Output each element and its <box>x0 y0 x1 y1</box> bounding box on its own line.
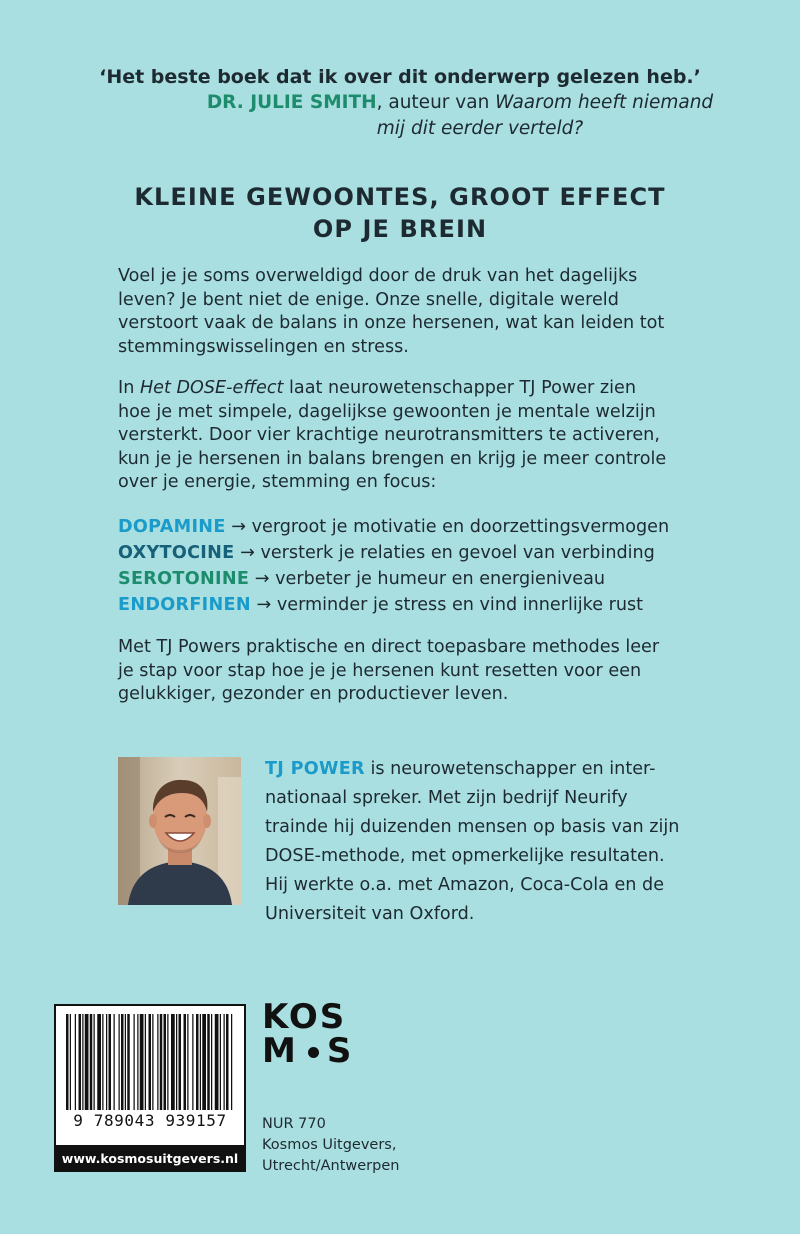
list-item <box>118 540 718 566</box>
heading-line-1: KLEINE GEWOONTES, GROOT EFFECT <box>134 183 666 211</box>
bio-line: Universiteit van Oxford. <box>265 904 475 924</box>
quote-text: ‘Het beste boek dat ik over dit onderwerp gelezen heb.’ <box>99 66 701 88</box>
barcode-bar <box>97 1014 101 1110</box>
paragraph-line: Met TJ Powers praktische en direct toepasbare methodes leer <box>118 637 660 657</box>
barcode-bar <box>94 1014 95 1110</box>
paragraph-line: versterkt. Door vier krachtige neurotransmitters te activeren, <box>118 425 660 446</box>
barcode-bar <box>202 1014 206 1110</box>
barcode-bar <box>184 1014 187 1110</box>
barcode-bar <box>137 1014 138 1110</box>
barcode-bar <box>215 1014 219 1110</box>
barcode-bar <box>171 1014 175 1110</box>
barcode-bar <box>179 1014 182 1110</box>
logo-row-1: KOS <box>262 997 347 1037</box>
barcode-bar <box>160 1014 163 1110</box>
paragraph-line: over je energie, stemming en focus: <box>118 472 437 493</box>
bio-line <box>265 755 705 784</box>
neurotransmitter-name: OXYTOCINE <box>118 543 235 563</box>
isbn-number: 9 789043 939157 <box>73 1111 227 1130</box>
barcode-bar <box>196 1014 199 1110</box>
paragraph-line: Voel je je soms overweldigd door de druk van het dagelijks <box>118 266 638 286</box>
publisher-city: Utrecht/Antwerpen <box>262 1158 400 1174</box>
arrow-icon: → <box>234 543 261 563</box>
barcode-bar <box>226 1014 229 1110</box>
barcode-bar <box>66 1014 69 1110</box>
arrow-icon: → <box>225 517 252 537</box>
intro-paragraph <box>118 265 698 359</box>
neurotransmitter-name: SEROTONINE <box>118 569 250 589</box>
bio-line: DOSE-methode, met opmerkelijke resultaten. <box>265 846 665 866</box>
closing-paragraph <box>118 636 698 707</box>
barcode-bar <box>224 1014 225 1110</box>
paragraph-line: verstoort vaak de balans in onze hersenen, wat kan leiden tot <box>118 313 665 334</box>
barcode-bar <box>70 1014 71 1110</box>
paragraph-line: stemmingswisselingen en stress. <box>118 336 409 357</box>
barcode-icon <box>64 1014 236 1112</box>
list-item <box>118 566 718 592</box>
barcode-bar <box>192 1014 193 1110</box>
author-name: TJ POWER <box>265 759 365 779</box>
barcode-bar <box>149 1014 152 1110</box>
barcode-bar <box>207 1014 210 1110</box>
list-item <box>118 514 718 540</box>
publisher-website: www.kosmosuitgevers.nl <box>54 1145 246 1172</box>
publisher-name: Kosmos Uitgevers, <box>262 1137 397 1153</box>
barcode-bar <box>140 1014 144 1110</box>
barcode-bar <box>167 1014 168 1110</box>
paragraph-line: je stap voor stap hoe je je hersenen kunt resetten voor een <box>118 660 642 681</box>
paragraph-prefix: In <box>118 378 140 398</box>
paragraph-suffix: laat neurowetenschapper TJ Power zien <box>283 378 636 398</box>
barcode-bar <box>125 1014 126 1110</box>
barcode-bar <box>121 1014 124 1110</box>
barcode-bar <box>200 1014 201 1110</box>
bio-line-suffix: is neurowetenschapper en inter- <box>364 759 656 779</box>
kosmos-logo <box>262 997 362 1072</box>
barcode-bar <box>220 1014 221 1110</box>
barcode-bar <box>127 1014 130 1110</box>
quote-book-title-1: Waarom heeft niemand <box>495 92 714 113</box>
paragraph-line: gelukkiger, gezonder en productiever leven. <box>118 684 509 705</box>
author-portrait-icon <box>118 757 241 905</box>
list-item <box>118 592 718 618</box>
barcode-bar <box>82 1014 83 1110</box>
quote-attribution <box>0 90 800 116</box>
neurotransmitter-effect: versterk je relaties en gevoel van verbinding <box>260 543 655 563</box>
dose-paragraph <box>118 377 698 495</box>
barcode-bar <box>176 1014 177 1110</box>
barcode-bar <box>85 1014 89 1110</box>
barcode-bar <box>145 1014 146 1110</box>
author-bio <box>265 755 705 929</box>
arrow-icon: → <box>249 569 276 589</box>
logo-letter: M <box>262 1031 298 1071</box>
barcode-bar <box>109 1014 112 1110</box>
neurotransmitter-name: ENDORFINEN <box>118 595 251 615</box>
logo-letter: S <box>326 1031 354 1071</box>
barcode-bar <box>164 1014 167 1110</box>
neurotransmitter-effect: vergroot je motivatie en doorzettingsvermogen <box>251 517 670 537</box>
barcode-bar <box>102 1014 103 1110</box>
nur-code: NUR 770 <box>262 1116 326 1132</box>
quote-author-suffix: , auteur van <box>376 92 496 113</box>
barcode-bar <box>114 1014 115 1110</box>
paragraph-line <box>118 377 698 401</box>
quote-author: DR. JULIE SMITH <box>206 92 377 113</box>
barcode-box <box>54 1004 246 1172</box>
main-heading <box>0 181 800 245</box>
paragraph-line: leven? Je bent niet de enige. Onze snelle, digitale wereld <box>118 289 619 310</box>
barcode-bar <box>187 1014 188 1110</box>
author-photo <box>118 757 241 905</box>
barcode-bar <box>119 1014 120 1110</box>
heading-line-2: OP JE BREIN <box>312 215 488 243</box>
barcode-bar <box>134 1014 135 1110</box>
barcode-bar <box>90 1014 93 1110</box>
quote-book-title-2: mij dit eerder verteld? <box>376 118 584 139</box>
quote-attribution-line2 <box>0 116 800 142</box>
publisher-info <box>262 1114 399 1177</box>
bio-line: Hij werkte o.a. met Amazon, Coca-Cola en de <box>265 875 665 895</box>
neurotransmitter-effect: verminder je stress en vind innerlijke rust <box>276 595 644 615</box>
barcode-bar <box>106 1014 107 1110</box>
bio-line: trainde hij duizenden mensen op basis van zijn <box>265 817 680 837</box>
arrow-icon: → <box>250 595 277 615</box>
barcode-bar <box>75 1014 76 1110</box>
barcode-bar <box>152 1014 153 1110</box>
logo-dot-icon <box>308 1047 319 1058</box>
bio-line: nationaal spreker. Met zijn bedrijf Neurify <box>265 788 628 808</box>
neurotransmitter-list <box>118 514 718 618</box>
book-title: Het DOSE-effect <box>139 378 284 398</box>
neurotransmitter-name: DOPAMINE <box>118 517 226 537</box>
barcode-bar <box>79 1014 82 1110</box>
endorsement-quote <box>0 64 800 142</box>
paragraph-line: hoe je met simpele, dagelijkse gewoonten je mentale welzijn <box>118 401 656 422</box>
barcode-bar <box>231 1014 232 1110</box>
neurotransmitter-effect: verbeter je humeur en energieniveau <box>275 569 606 589</box>
paragraph-line: kun je je hersenen in balans brengen en krijg je meer controle <box>118 448 667 469</box>
logo-row-2 <box>262 1031 362 1071</box>
barcode-bar <box>157 1014 158 1110</box>
barcode-bar <box>211 1014 212 1110</box>
